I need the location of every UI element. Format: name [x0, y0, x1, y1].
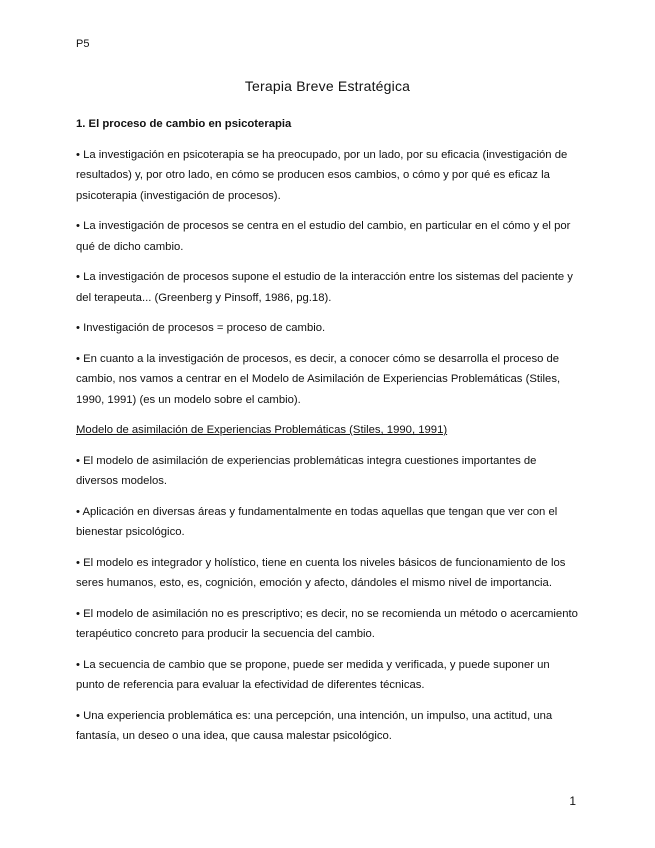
paragraph: • Investigación de procesos = proceso de cambio.	[76, 322, 326, 334]
paragraph: • En cuanto a la investigación de procesos, es decir, a conocer cómo se desarrolla el proceso de cambio, nos vamos a centrar en el Modelo de Asimilación de Experiencias Problemáticas (Stiles, 1990, 1991) (es un modelo sobre el cambio).	[76, 352, 561, 406]
paragraph: • La secuencia de cambio que se propone, puede ser medida y verificada, y puede suponer un punto de referencia para evaluar la efectividad de diferentes técnicas.	[76, 658, 550, 691]
paragraph: • El modelo es integrador y holístico, tiene en cuenta los niveles básicos de funcionamiento de los seres humanos, esto, es, cognición, emoción y afecto, dándoles el mismo nivel de importancia.	[76, 556, 566, 589]
paragraph: • La investigación de procesos se centra en el estudio del cambio, en particular en el cómo y el por qué de dicho cambio.	[76, 220, 571, 253]
page-number: 1	[569, 794, 576, 808]
page-tag: P5	[76, 38, 90, 50]
paragraph: • El modelo de asimilación de experiencias problemáticas integra cuestiones importantes de diversos modelos.	[76, 454, 537, 487]
paragraph: • Una experiencia problemática es: una percepción, una intención, un impulso, una actitud, una fantasía, un deseo o una idea, que causa malestar psicológico.	[76, 709, 553, 742]
paragraph: • La investigación en psicoterapia se ha preocupado, por un lado, por su eficacia (investigación de resultados) y, por otro lado, en cómo se producen esos cambios, o cómo y por qué es eficaz la psicoterapia (investigación de procesos).	[76, 148, 568, 202]
subheading: Modelo de asimilación de Experiencias Problemáticas (Stiles, 1990, 1991)	[76, 424, 448, 436]
paragraph: • La investigación de procesos supone el estudio de la interacción entre los sistemas del paciente y del terapeuta... (Greenberg y Pinsoff, 1986, pg.18).	[76, 271, 573, 304]
paragraph: • Aplicación en diversas áreas y fundamentalmente en todas aquellas que tengan que ver con el bienestar psicológico.	[76, 505, 558, 538]
section-heading: 1. El proceso de cambio en psicoterapia	[76, 118, 292, 130]
document-body	[76, 114, 579, 757]
document-title: Terapia Breve Estratégica	[244, 78, 411, 94]
paragraph: • El modelo de asimilación no es prescriptivo; es decir, no se recomienda un método o acercamiento terapéutico concreto para producir la secuencia del cambio.	[76, 607, 578, 640]
